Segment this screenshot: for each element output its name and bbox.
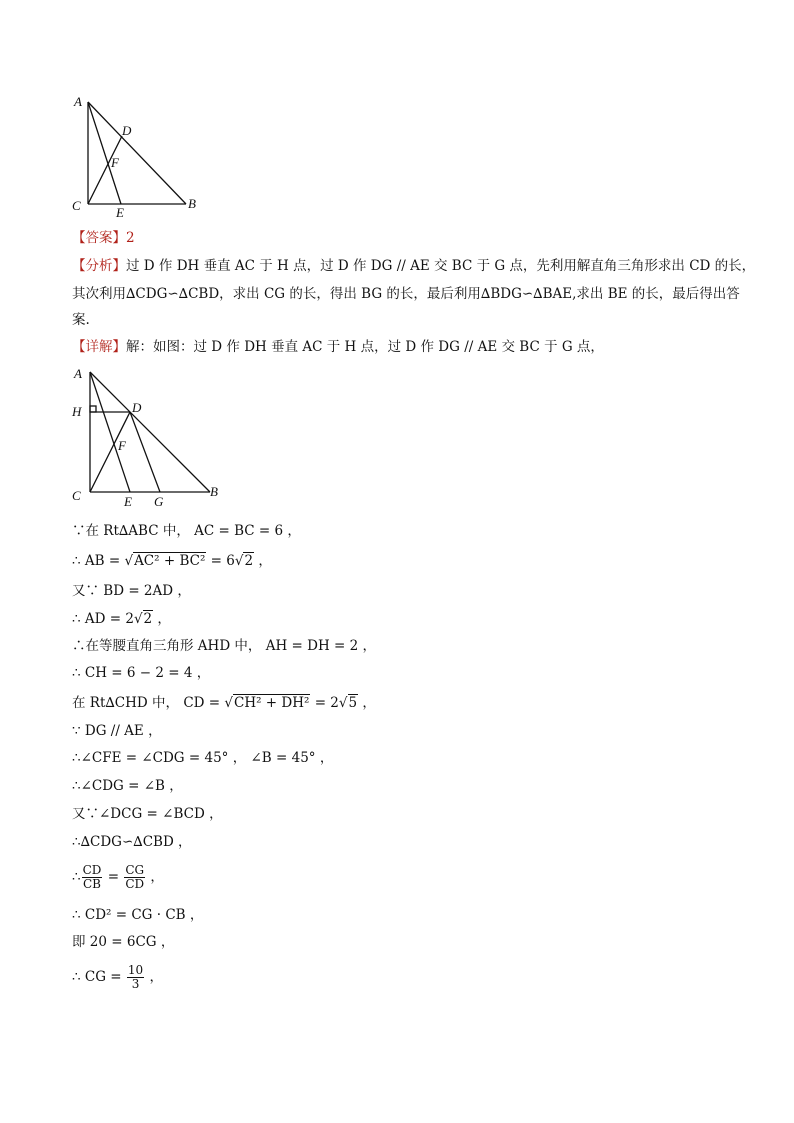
label-F: F — [111, 155, 119, 170]
label-C: C — [72, 488, 81, 503]
label-C: C — [72, 198, 81, 213]
step-2-radicand: AC² + BC² — [134, 553, 206, 569]
step-7-c: ， — [358, 695, 376, 711]
step-14: ∴ CD² = CG · CB ， — [72, 907, 204, 923]
step-13 — [72, 862, 164, 892]
fraction-den: CD — [125, 877, 145, 891]
detail-tag: 【详解】 — [72, 339, 126, 355]
step-13-prefix: ∴ — [72, 869, 81, 885]
triangle-1-svg — [66, 92, 216, 222]
detail-line — [72, 337, 604, 357]
step-2-a: ∴ AB = — [72, 553, 125, 569]
step-1: ∵在 Rt∆ABC 中， AC = BC = 6 ， — [72, 523, 301, 539]
step-16-prefix: ∴ CG = — [72, 969, 126, 985]
fraction-num: CG — [125, 863, 145, 877]
step-4-b: ， — [153, 611, 171, 627]
step-13-suffix: ， — [146, 869, 164, 885]
analysis-line-1 — [72, 256, 755, 276]
fraction-num: 10 — [127, 963, 144, 977]
fraction-10-3 — [127, 964, 144, 991]
label-H: H — [72, 404, 82, 419]
step-2-b: = 6 — [206, 553, 235, 569]
step-8: ∵ DG // AE ， — [72, 723, 162, 739]
answer-value: 2 — [126, 230, 135, 246]
answer-tag: 【答案】 — [72, 230, 126, 246]
step-5: ∴在等腰直角三角形 AHD 中， AH = DH = 2 ， — [72, 638, 377, 654]
fraction-cg-cd — [124, 864, 145, 891]
fraction-den: CB — [83, 877, 101, 891]
step-7-b: = 2 — [310, 695, 339, 711]
step-10: ∴∠CDG = ∠B ， — [72, 778, 183, 794]
step-12: ∴∆CDG∽∆CBD ， — [72, 834, 192, 850]
label-D: D — [132, 400, 142, 415]
answer-line — [72, 228, 135, 248]
step-16 — [72, 962, 163, 992]
step-4: ∴ AD = 2√2 ， — [72, 611, 171, 627]
fraction-cd-cb — [82, 864, 103, 891]
step-15: 即 20 = 6CG ， — [72, 934, 175, 950]
step-4-a: ∴ AD = 2 — [72, 611, 134, 627]
label-E: E — [116, 205, 124, 220]
step-2: ∴ AB = √AC² + BC² = 6√2 ， — [72, 553, 272, 569]
label-A: A — [74, 94, 82, 109]
label-A: A — [74, 366, 82, 381]
step-13-eq: = — [103, 869, 124, 885]
step-9: ∴∠CFE = ∠CDG = 45° ， ∠B = 45° ， — [72, 750, 334, 766]
triangle-2-svg — [66, 362, 236, 512]
step-11: 又∵∠DCG = ∠BCD ， — [72, 806, 223, 822]
analysis-line-3: 案. — [72, 312, 90, 328]
step-7-a: 在 Rt∆CHD 中， CD = — [72, 695, 225, 711]
figure-triangle-1 — [66, 92, 216, 222]
analysis-line-2: 其次利用∆CDG∽∆CBD，求出 CG 的长，得出 BG 的长，最后利用∆BDG∽∆BAE,求出 BE 的长，最后得出答 — [72, 286, 740, 302]
label-D: D — [122, 123, 132, 138]
label-B: B — [210, 484, 218, 499]
step-2-c: ， — [254, 553, 272, 569]
step-16-suffix: ， — [145, 969, 163, 985]
step-6: ∴ CH = 6 − 2 = 4 ， — [72, 665, 211, 681]
step-3: 又∵ BD = 2AD ， — [72, 583, 191, 599]
label-G: G — [154, 494, 164, 509]
step-7-radicand-2: 5 — [348, 695, 358, 711]
step-2-radicand-2: 2 — [244, 553, 254, 569]
label-E: E — [124, 494, 132, 509]
step-7-radicand: CH² + DH² — [233, 695, 310, 711]
step-4-radicand: 2 — [143, 611, 153, 627]
analysis-tag: 【分析】 — [72, 258, 126, 274]
label-B: B — [188, 196, 196, 211]
fraction-den: 3 — [131, 977, 140, 991]
fraction-num: CD — [82, 863, 102, 877]
step-7: 在 Rt∆CHD 中， CD = √CH² + DH² = 2√5 ， — [72, 695, 376, 711]
label-F: F — [118, 438, 126, 453]
figure-triangle-2 — [66, 362, 236, 512]
detail-intro: 解：如图：过 D 作 DH 垂直 AC 于 H 点，过 D 作 DG // AE 交 BC 于 G 点， — [126, 339, 604, 355]
analysis-text-1: 过 D 作 DH 垂直 AC 于 H 点，过 D 作 DG // AE 交 BC 于 G 点，先利用解直角三角形求出 CD 的长， — [126, 258, 756, 274]
